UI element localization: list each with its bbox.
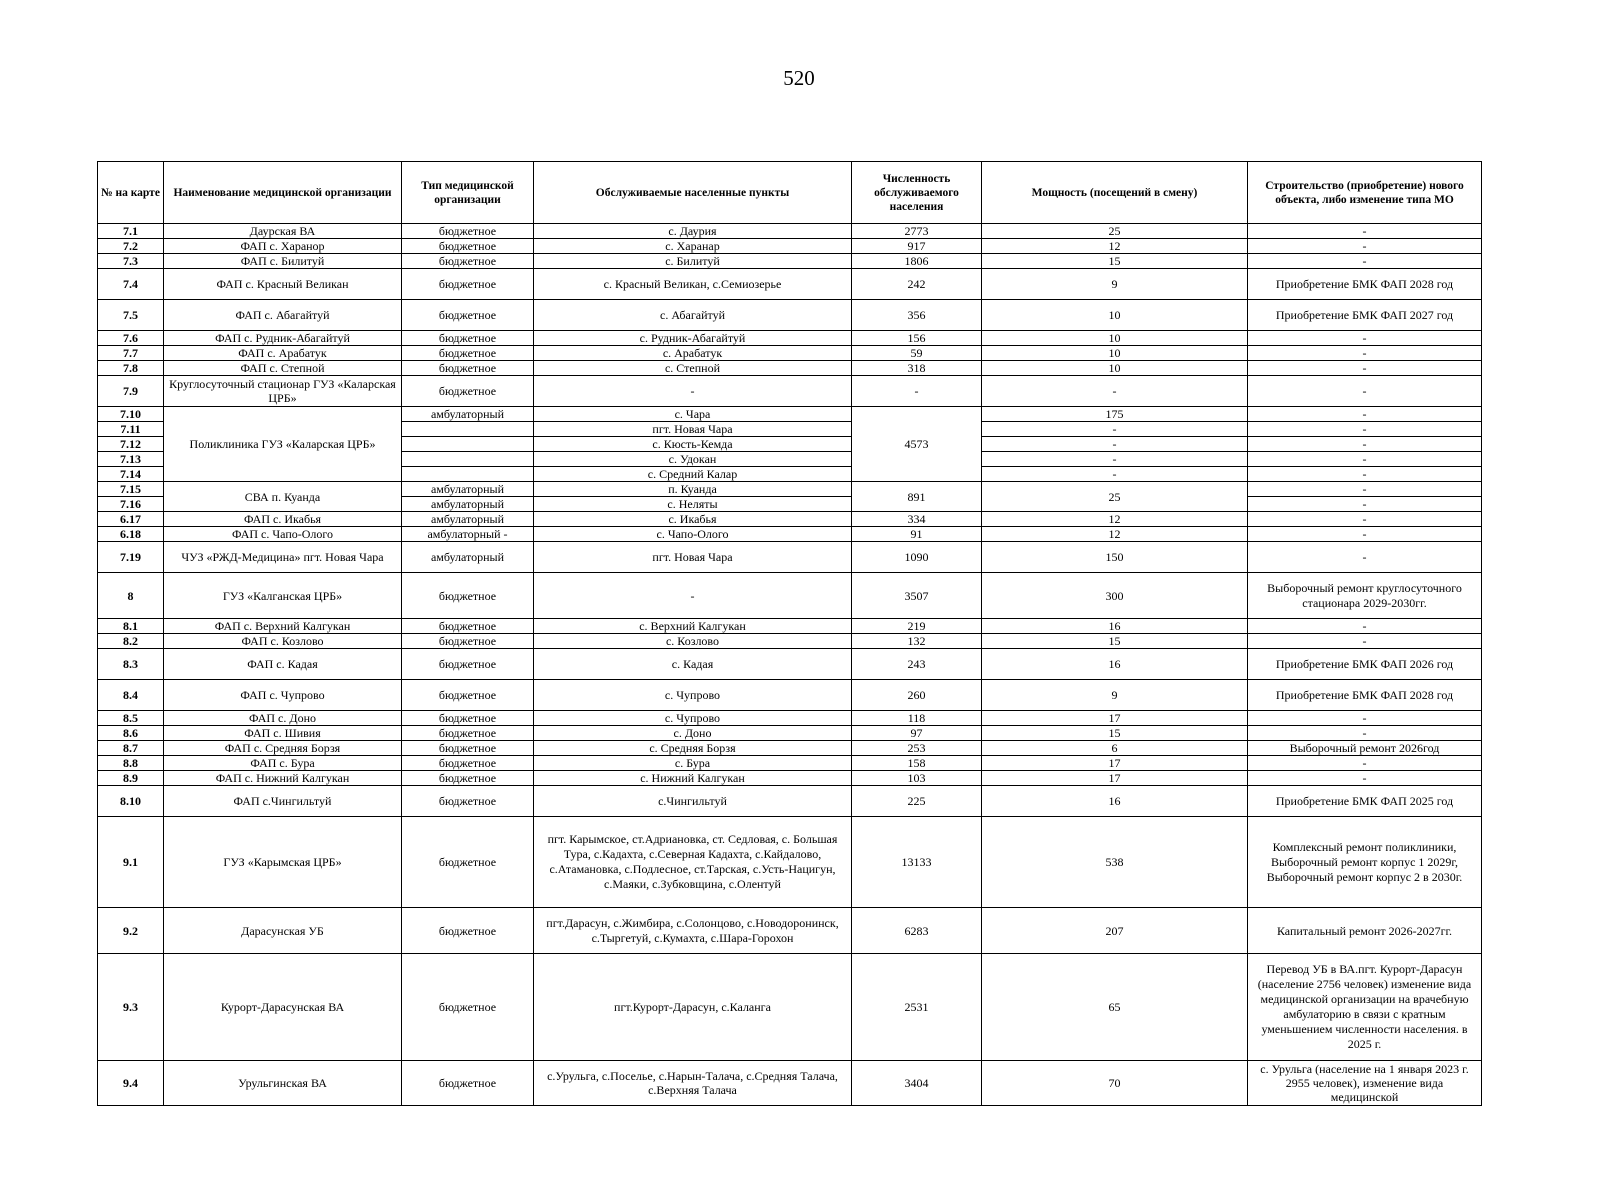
cell-population: 334 — [852, 512, 982, 527]
cell-construction: Приобретение БМК ФАП 2028 год — [1248, 269, 1482, 300]
cell-settlements: с. Чара — [534, 407, 852, 422]
cell-type: бюджетное — [402, 1061, 534, 1106]
cell-org: ФАП с. Верхний Калгукан — [164, 619, 402, 634]
cell-org: Поликлиника ГУЗ «Каларская ЦРБ» — [164, 407, 402, 482]
header-org-name: Наименование медицинской организации — [164, 162, 402, 224]
cell-construction: - — [1248, 756, 1482, 771]
cell-construction: Выборочный ремонт круглосуточного стационара 2029-2030гг. — [1248, 573, 1482, 619]
cell-population: 3507 — [852, 573, 982, 619]
cell-capacity: 25 — [982, 482, 1248, 512]
cell-org: ФАП с. Бура — [164, 756, 402, 771]
header-settlements: Обслуживаемые населенные пункты — [534, 162, 852, 224]
cell-construction: - — [1248, 346, 1482, 361]
cell-capacity: - — [982, 467, 1248, 482]
cell-population: 917 — [852, 239, 982, 254]
cell-type: амбулаторный — [402, 512, 534, 527]
cell-settlements: пгт.Курорт-Дарасун, с.Каланга — [534, 954, 852, 1061]
cell-org: ФАП с. Чупрово — [164, 680, 402, 711]
cell-capacity: 15 — [982, 634, 1248, 649]
cell-type: амбулаторный — [402, 482, 534, 497]
cell-population: 891 — [852, 482, 982, 512]
table-row — [98, 361, 1482, 376]
cell-number: 6.18 — [98, 527, 164, 542]
cell-settlements: с. Харанар — [534, 239, 852, 254]
cell-construction: - — [1248, 376, 1482, 407]
cell-number: 7.5 — [98, 300, 164, 331]
cell-type: амбулаторный — [402, 407, 534, 422]
cell-settlements: пгт.Дарасун, с.Жимбира, с.Солонцово, с.Новодоронинск, с.Тыргетуй, с.Кумахта, с.Шара-Горохон — [534, 908, 852, 954]
cell-number: 7.2 — [98, 239, 164, 254]
cell-org: ФАП с. Степной — [164, 361, 402, 376]
cell-number: 7.10 — [98, 407, 164, 422]
cell-construction: - — [1248, 361, 1482, 376]
cell-population: 2531 — [852, 954, 982, 1061]
cell-capacity: 65 — [982, 954, 1248, 1061]
cell-population: 242 — [852, 269, 982, 300]
table-row — [98, 1061, 1482, 1106]
cell-type: бюджетное — [402, 726, 534, 741]
table-row — [98, 756, 1482, 771]
cell-org: ФАП с. Кадая — [164, 649, 402, 680]
cell-population: 1090 — [852, 542, 982, 573]
cell-capacity: 300 — [982, 573, 1248, 619]
cell-population: 118 — [852, 711, 982, 726]
table-row — [98, 482, 1482, 497]
cell-construction: - — [1248, 619, 1482, 634]
cell-construction: - — [1248, 512, 1482, 527]
cell-population: - — [852, 376, 982, 407]
cell-settlements: с. Красный Великан, с.Семиозерье — [534, 269, 852, 300]
cell-capacity: 150 — [982, 542, 1248, 573]
table-row — [98, 224, 1482, 239]
cell-type: бюджетное — [402, 254, 534, 269]
cell-construction: - — [1248, 527, 1482, 542]
cell-type: бюджетное — [402, 741, 534, 756]
cell-number: 7.15 — [98, 482, 164, 497]
cell-construction: - — [1248, 467, 1482, 482]
cell-number: 6.17 — [98, 512, 164, 527]
cell-type: бюджетное — [402, 619, 534, 634]
cell-population: 356 — [852, 300, 982, 331]
cell-settlements: с. Даурия — [534, 224, 852, 239]
cell-capacity: - — [982, 376, 1248, 407]
cell-number: 9.3 — [98, 954, 164, 1061]
table-row — [98, 711, 1482, 726]
cell-population: 59 — [852, 346, 982, 361]
cell-settlements: - — [534, 573, 852, 619]
cell-capacity: 538 — [982, 817, 1248, 908]
cell-org: ГУЗ «Калганская ЦРБ» — [164, 573, 402, 619]
cell-population: 243 — [852, 649, 982, 680]
cell-capacity: 10 — [982, 331, 1248, 346]
cell-construction: Приобретение БМК ФАП 2025 год — [1248, 786, 1482, 817]
cell-type: бюджетное — [402, 239, 534, 254]
cell-capacity: 10 — [982, 361, 1248, 376]
table-row — [98, 573, 1482, 619]
cell-construction: с. Урульга (население на 1 января 2023 г. 2955 человек), изменение вида медицинской — [1248, 1061, 1482, 1106]
cell-capacity: 175 — [982, 407, 1248, 422]
cell-population: 3404 — [852, 1061, 982, 1106]
cell-settlements: с. Козлово — [534, 634, 852, 649]
cell-number: 9.1 — [98, 817, 164, 908]
cell-capacity: 12 — [982, 527, 1248, 542]
cell-capacity: 16 — [982, 786, 1248, 817]
cell-capacity: 15 — [982, 254, 1248, 269]
cell-construction: - — [1248, 482, 1482, 497]
cell-org: ФАП с. Нижний Калгукан — [164, 771, 402, 786]
cell-type: амбулаторный - — [402, 527, 534, 542]
header-construction: Строительство (приобретение) нового объекта, либо изменение типа МО — [1248, 162, 1482, 224]
cell-org: ФАП с. Харанор — [164, 239, 402, 254]
cell-number: 7.12 — [98, 437, 164, 452]
table-row — [98, 346, 1482, 361]
cell-population: 91 — [852, 527, 982, 542]
cell-org: ФАП с. Чапо-Олого — [164, 527, 402, 542]
cell-number: 8.7 — [98, 741, 164, 756]
cell-population: 97 — [852, 726, 982, 741]
cell-construction: Комплексный ремонт поликлиники, Выборочный ремонт корпус 1 2029г, Выборочный ремонт корпус 2 в 2030г. — [1248, 817, 1482, 908]
cell-org: ФАП с. Рудник-Абагайтуй — [164, 331, 402, 346]
cell-org: Курорт-Дарасунская ВА — [164, 954, 402, 1061]
cell-construction: - — [1248, 542, 1482, 573]
header-population: Численность обслуживаемого населения — [852, 162, 982, 224]
cell-construction: - — [1248, 452, 1482, 467]
cell-capacity: 70 — [982, 1061, 1248, 1106]
cell-construction: - — [1248, 634, 1482, 649]
cell-construction: - — [1248, 726, 1482, 741]
table-row — [98, 680, 1482, 711]
cell-number: 7.7 — [98, 346, 164, 361]
cell-type: бюджетное — [402, 771, 534, 786]
cell-capacity: 10 — [982, 346, 1248, 361]
cell-org: ФАП с. Икабья — [164, 512, 402, 527]
cell-capacity: 15 — [982, 726, 1248, 741]
cell-type: бюджетное — [402, 954, 534, 1061]
cell-settlements: - — [534, 376, 852, 407]
cell-settlements: с. Средний Калар — [534, 467, 852, 482]
header-capacity: Мощность (посещений в смену) — [982, 162, 1248, 224]
cell-type: бюджетное — [402, 634, 534, 649]
cell-number: 7.4 — [98, 269, 164, 300]
cell-number: 7.11 — [98, 422, 164, 437]
cell-construction: - — [1248, 771, 1482, 786]
cell-type: бюджетное — [402, 300, 534, 331]
cell-org: ФАП с. Шивия — [164, 726, 402, 741]
cell-settlements: с. Абагайтуй — [534, 300, 852, 331]
cell-type: бюджетное — [402, 680, 534, 711]
cell-type — [402, 467, 534, 482]
cell-capacity: 6 — [982, 741, 1248, 756]
table-row — [98, 619, 1482, 634]
table-row — [98, 331, 1482, 346]
cell-capacity: 17 — [982, 756, 1248, 771]
cell-number: 7.3 — [98, 254, 164, 269]
cell-org: Даурская ВА — [164, 224, 402, 239]
cell-type: бюджетное — [402, 756, 534, 771]
cell-settlements: с. Чапо-Олого — [534, 527, 852, 542]
cell-number: 7.13 — [98, 452, 164, 467]
cell-population: 103 — [852, 771, 982, 786]
cell-type: бюджетное — [402, 573, 534, 619]
cell-capacity: - — [982, 452, 1248, 467]
cell-settlements: с. Удокан — [534, 452, 852, 467]
page-number: 520 — [783, 66, 815, 90]
cell-settlements: с. Степной — [534, 361, 852, 376]
table-row — [98, 786, 1482, 817]
cell-capacity: 17 — [982, 771, 1248, 786]
cell-construction: - — [1248, 407, 1482, 422]
cell-number: 8.2 — [98, 634, 164, 649]
cell-population: 132 — [852, 634, 982, 649]
table-row — [98, 407, 1482, 422]
cell-population: 219 — [852, 619, 982, 634]
table-row — [98, 542, 1482, 573]
cell-number: 8.1 — [98, 619, 164, 634]
cell-settlements: с. Рудник-Абагайтуй — [534, 331, 852, 346]
cell-type: бюджетное — [402, 269, 534, 300]
table-row — [98, 771, 1482, 786]
cell-construction: - — [1248, 239, 1482, 254]
table-row — [98, 512, 1482, 527]
cell-org: ФАП с. Абагайтуй — [164, 300, 402, 331]
cell-construction: Приобретение БМК ФАП 2028 год — [1248, 680, 1482, 711]
cell-population: 253 — [852, 741, 982, 756]
cell-number: 8.4 — [98, 680, 164, 711]
cell-settlements: с. Средняя Борзя — [534, 741, 852, 756]
cell-number: 7.8 — [98, 361, 164, 376]
cell-number: 7.19 — [98, 542, 164, 573]
cell-type — [402, 437, 534, 452]
cell-settlements: с. Верхний Калгукан — [534, 619, 852, 634]
cell-capacity: 25 — [982, 224, 1248, 239]
cell-construction: - — [1248, 711, 1482, 726]
cell-settlements: с. Нижний Калгукан — [534, 771, 852, 786]
cell-population: 156 — [852, 331, 982, 346]
cell-construction: Приобретение БМК ФАП 2027 год — [1248, 300, 1482, 331]
cell-settlements: пгт. Карымское, ст.Адриановка, ст. Седловая, с. Большая Тура, с.Кадахта, с.Северная Кадахта, с.Кайдалово, с.Атамановка, с.Подлесное, ст.Тарская, с.Усть-Нацигун, с.Маяки, с.Зубковщина, с.Олентуй — [534, 817, 852, 908]
cell-org: СВА п. Куанда — [164, 482, 402, 512]
table-row — [98, 239, 1482, 254]
cell-population: 6283 — [852, 908, 982, 954]
cell-construction: Приобретение БМК ФАП 2026 год — [1248, 649, 1482, 680]
cell-settlements: с.Чингильтуй — [534, 786, 852, 817]
cell-capacity: 17 — [982, 711, 1248, 726]
cell-type: бюджетное — [402, 331, 534, 346]
cell-construction: - — [1248, 331, 1482, 346]
table-row — [98, 376, 1482, 407]
cell-number: 8.3 — [98, 649, 164, 680]
table-header-row — [98, 162, 1482, 224]
cell-org: Круглосуточный стационар ГУЗ «Каларская ЦРБ» — [164, 376, 402, 407]
cell-settlements: пгт. Новая Чара — [534, 422, 852, 437]
table-row — [98, 954, 1482, 1061]
cell-org: ФАП с. Арабатук — [164, 346, 402, 361]
table-row — [98, 726, 1482, 741]
cell-construction: Капитальный ремонт 2026-2027гг. — [1248, 908, 1482, 954]
cell-type: бюджетное — [402, 376, 534, 407]
cell-number: 9.2 — [98, 908, 164, 954]
cell-number: 9.4 — [98, 1061, 164, 1106]
table-row — [98, 254, 1482, 269]
cell-org: ФАП с. Доно — [164, 711, 402, 726]
cell-capacity: - — [982, 437, 1248, 452]
cell-capacity: 9 — [982, 269, 1248, 300]
cell-population: 2773 — [852, 224, 982, 239]
cell-settlements: с. Билитуй — [534, 254, 852, 269]
table-row — [98, 741, 1482, 756]
table-row — [98, 300, 1482, 331]
cell-type: амбулаторный — [402, 542, 534, 573]
cell-settlements: с. Чупрово — [534, 711, 852, 726]
cell-capacity: 12 — [982, 239, 1248, 254]
cell-capacity: 12 — [982, 512, 1248, 527]
cell-type — [402, 452, 534, 467]
cell-org: ФАП с. Средняя Борзя — [164, 741, 402, 756]
cell-number: 7.9 — [98, 376, 164, 407]
cell-construction: Выборочный ремонт 2026год — [1248, 741, 1482, 756]
cell-construction: - — [1248, 437, 1482, 452]
cell-type: бюджетное — [402, 649, 534, 680]
cell-population: 158 — [852, 756, 982, 771]
cell-org: Дарасунская УБ — [164, 908, 402, 954]
cell-org: ГУЗ «Карымская ЦРБ» — [164, 817, 402, 908]
cell-number: 8.5 — [98, 711, 164, 726]
cell-number: 7.6 — [98, 331, 164, 346]
cell-org: ЧУЗ «РЖД-Медицина» пгт. Новая Чара — [164, 542, 402, 573]
cell-population: 1806 — [852, 254, 982, 269]
cell-capacity: 9 — [982, 680, 1248, 711]
cell-population: 225 — [852, 786, 982, 817]
cell-construction: - — [1248, 224, 1482, 239]
table-row — [98, 908, 1482, 954]
cell-capacity: 207 — [982, 908, 1248, 954]
cell-type: бюджетное — [402, 224, 534, 239]
cell-number: 7.16 — [98, 497, 164, 512]
table-row — [98, 269, 1482, 300]
cell-number: 8 — [98, 573, 164, 619]
cell-capacity: 16 — [982, 649, 1248, 680]
cell-type: амбулаторный — [402, 497, 534, 512]
cell-settlements: с. Арабатук — [534, 346, 852, 361]
cell-number: 7.1 — [98, 224, 164, 239]
cell-number: 8.8 — [98, 756, 164, 771]
healthcare-facilities-table — [97, 161, 1482, 1106]
cell-settlements: с. Доно — [534, 726, 852, 741]
cell-type: бюджетное — [402, 361, 534, 376]
cell-settlements: с. Бура — [534, 756, 852, 771]
cell-type: бюджетное — [402, 711, 534, 726]
cell-construction: - — [1248, 497, 1482, 512]
cell-settlements: с.Урульга, с.Поселье, с.Нарын-Талача, с.Средняя Талача, с.Верхняя Талача — [534, 1061, 852, 1106]
cell-settlements: с. Кадая — [534, 649, 852, 680]
cell-settlements: с. Неляты — [534, 497, 852, 512]
cell-number: 8.6 — [98, 726, 164, 741]
cell-org: ФАП с. Красный Великан — [164, 269, 402, 300]
cell-population: 4573 — [852, 407, 982, 482]
cell-number: 8.9 — [98, 771, 164, 786]
cell-settlements: п. Куанда — [534, 482, 852, 497]
cell-capacity: 16 — [982, 619, 1248, 634]
header-org-type: Тип медицинской организации — [402, 162, 534, 224]
cell-org: ФАП с.Чингильтуй — [164, 786, 402, 817]
cell-construction: - — [1248, 254, 1482, 269]
cell-population: 13133 — [852, 817, 982, 908]
cell-number: 8.10 — [98, 786, 164, 817]
cell-type: бюджетное — [402, 786, 534, 817]
cell-construction: Перевод УБ в ВА.пгт. Курорт-Дарасун (население 2756 человек) изменение вида медицинской организации на врачебную амбулаторию в связи с кратным уменьшением численности населения. в 2025 г. — [1248, 954, 1482, 1061]
cell-settlements: с. Чупрово — [534, 680, 852, 711]
cell-population: 260 — [852, 680, 982, 711]
cell-type: бюджетное — [402, 346, 534, 361]
cell-settlements: пгт. Новая Чара — [534, 542, 852, 573]
cell-settlements: с. Кюсть-Кемда — [534, 437, 852, 452]
cell-org: ФАП с. Билитуй — [164, 254, 402, 269]
cell-org: Урульгинская ВА — [164, 1061, 402, 1106]
cell-population: 318 — [852, 361, 982, 376]
cell-type — [402, 422, 534, 437]
cell-capacity: - — [982, 422, 1248, 437]
table-row — [98, 527, 1482, 542]
cell-org: ФАП с. Козлово — [164, 634, 402, 649]
cell-capacity: 10 — [982, 300, 1248, 331]
cell-construction: - — [1248, 422, 1482, 437]
cell-settlements: с. Икабья — [534, 512, 852, 527]
cell-number: 7.14 — [98, 467, 164, 482]
table-row — [98, 817, 1482, 908]
cell-type: бюджетное — [402, 817, 534, 908]
table-row — [98, 649, 1482, 680]
cell-type: бюджетное — [402, 908, 534, 954]
header-map-number: № на карте — [98, 162, 164, 224]
table-row — [98, 634, 1482, 649]
